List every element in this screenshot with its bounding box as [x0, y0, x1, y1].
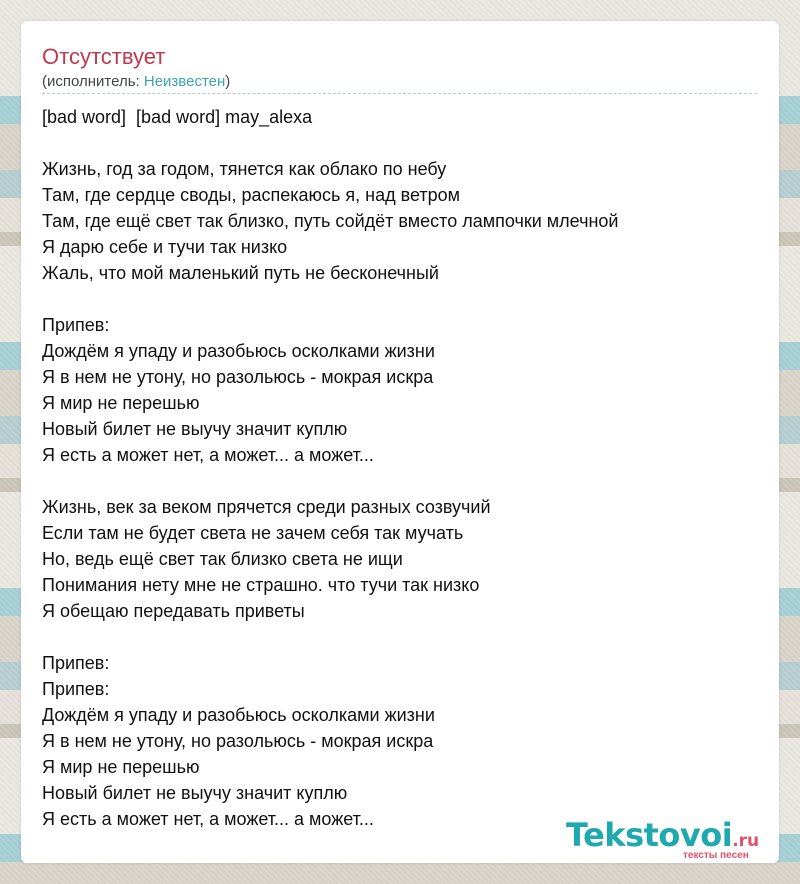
- lyric-line: Дождём я упаду и разобьюсь осколками жизни: [42, 705, 435, 725]
- lyric-line: [42, 468, 757, 494]
- lyric-line: [42, 130, 757, 156]
- lyric-line: Припев:: [42, 315, 110, 335]
- artist-suffix: ): [225, 73, 231, 90]
- lyric-line: Я в нем не утону, но разольюсь - мокрая искра: [42, 731, 434, 751]
- artist-link[interactable]: Неизвестен: [143, 73, 226, 90]
- site-logo[interactable]: [566, 816, 776, 862]
- lyric-line: Я мир не перешью: [42, 393, 200, 413]
- lyric-line: Жизнь, век за веком прячется среди разных созвучий: [42, 497, 491, 517]
- lyric-line: Если там не будет света не зачем себя так мучать: [42, 523, 464, 543]
- lyric-line: Но, ведь ещё свет так близко света не ищи: [42, 549, 403, 569]
- lyric-line: [bad word] [bad word] may_alexa: [42, 107, 313, 127]
- lyric-line: [42, 624, 757, 650]
- lyric-line: Я мир не перешью: [42, 757, 200, 777]
- lyrics-text: [42, 104, 757, 832]
- lyric-line: Дождём я упаду и разобьюсь осколками жизни: [42, 341, 435, 361]
- lyric-line: Припев:: [42, 679, 110, 699]
- logo-name: Tekstovoi: [566, 816, 733, 854]
- lyric-line: [42, 286, 757, 312]
- lyric-line: Я есть а может нет, а может... а может...: [42, 445, 374, 465]
- lyric-line: Жаль, что мой маленький путь не бесконечный: [42, 263, 439, 283]
- lyric-line: Там, где сердце своды, распекаюсь я, над ветром: [42, 185, 461, 205]
- song-title: Отсутствует: [42, 44, 166, 69]
- lyric-line: Я в нем не утону, но разольюсь - мокрая искра: [42, 367, 434, 387]
- lyric-line: Я обещаю передавать приветы: [42, 601, 305, 621]
- lyric-line: Там, где ещё свет так близко, путь сойдёт вместо лампочки млечной: [42, 211, 619, 231]
- lyric-line: Жизнь, год за годом, тянется как облако по небу: [42, 159, 447, 179]
- lyric-line: Я есть а может нет, а может... а может...: [42, 809, 374, 829]
- title-divider: [42, 93, 757, 94]
- lyric-line: Припев:: [42, 653, 110, 673]
- lyrics-card: [21, 21, 779, 863]
- lyric-line: Понимания нету мне не страшно. что тучи так низко: [42, 575, 480, 595]
- lyric-line: Новый билет не выучу значит куплю: [42, 783, 348, 803]
- logo-tagline: тексты песен: [683, 850, 749, 861]
- lyric-line: Я дарю себе и тучи так низко: [42, 237, 288, 257]
- artist-prefix: (исполнитель:: [42, 73, 144, 90]
- logo-tld: .ru: [732, 831, 760, 851]
- lyric-line: Новый билет не выучу значит куплю: [42, 419, 348, 439]
- artist-line: [42, 72, 230, 92]
